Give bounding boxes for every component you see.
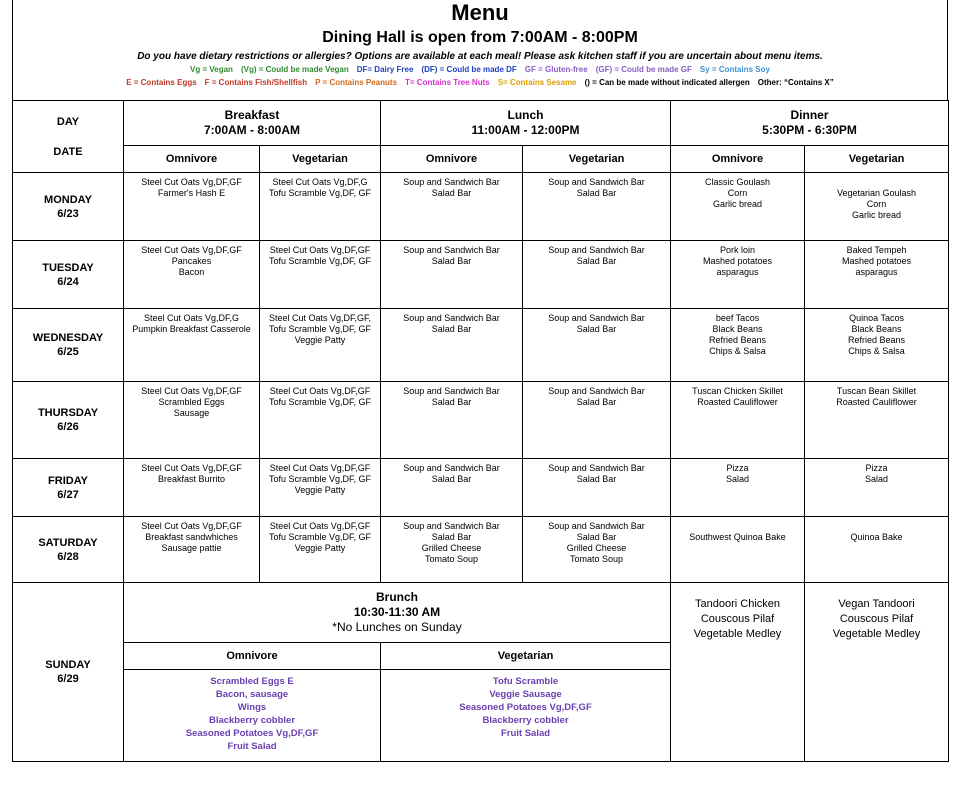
menu-item: Corn bbox=[727, 188, 748, 198]
menu-item: Vegetable Medley bbox=[832, 628, 921, 640]
legend-item: (GF) = Could be made GF bbox=[595, 65, 692, 74]
menu-item: Steel Cut Oats Vg,DF,GF bbox=[141, 386, 242, 396]
lunch-omnivore-header: Omnivore bbox=[381, 146, 523, 173]
dinner-vegetarian-header: Vegetarian bbox=[805, 146, 949, 173]
day-row bbox=[13, 309, 949, 382]
menu-item: Tofu Scramble Vg,DF, GF bbox=[268, 324, 372, 334]
day-name: WEDNESDAY bbox=[32, 332, 104, 344]
menu-table bbox=[12, 100, 949, 762]
menu-item: Bacon bbox=[178, 267, 205, 277]
menu-item: Soup and Sandwich Bar bbox=[403, 463, 500, 473]
menu-header bbox=[12, 0, 948, 100]
menu-item: Tofu Scramble Vg,DF, GF bbox=[268, 397, 372, 407]
menu-item: Fruit Salad bbox=[227, 741, 277, 752]
day-date: 6/29 bbox=[57, 673, 79, 685]
menu-item: Corn bbox=[866, 199, 887, 209]
menu-item: Salad Bar bbox=[431, 188, 472, 198]
menu-item: Refried Beans bbox=[848, 335, 906, 345]
menu-item: Salad bbox=[865, 474, 889, 484]
menu-item: Soup and Sandwich Bar bbox=[548, 463, 645, 473]
menu-item: Soup and Sandwich Bar bbox=[403, 386, 500, 396]
menu-item: Tofu Scramble Vg,DF, GF bbox=[268, 532, 372, 542]
menu-item: Pork loin bbox=[720, 245, 756, 255]
day-cell bbox=[13, 309, 124, 382]
day-date: 6/28 bbox=[57, 550, 79, 563]
legend-item: Vg = Vegan bbox=[190, 65, 233, 74]
menu-item: Scrambled Eggs bbox=[158, 397, 225, 407]
lunch-header bbox=[381, 101, 671, 146]
dinner-omnivore-cell bbox=[671, 309, 805, 382]
menu-item: Pumpkin Breakfast Casserole bbox=[132, 324, 251, 334]
brunch-time: 10:30-11:30 AM bbox=[353, 605, 441, 619]
lunch-vegetarian-cell bbox=[523, 382, 671, 459]
lunch-omnivore-cell bbox=[381, 382, 523, 459]
breakfast-omnivore-cell bbox=[124, 382, 260, 459]
lunch-vegetarian-cell bbox=[523, 309, 671, 382]
menu-item: Veggie Patty bbox=[294, 543, 346, 553]
dietary-note: Do you have dietary restrictions or allergies? Options are available at each meal! Please ask kitchen staff if you are uncertain about menu items. bbox=[137, 51, 823, 62]
sunday-dinner-omnivore-cell bbox=[671, 583, 805, 762]
menu-item: Salad Bar bbox=[576, 532, 617, 542]
menu-item: Salad Bar bbox=[576, 256, 617, 266]
menu-item: Salad Bar bbox=[431, 324, 472, 334]
day-name: FRIDAY bbox=[48, 474, 88, 487]
brunch-omnivore-cell bbox=[124, 670, 381, 762]
menu-item: Fruit Salad bbox=[500, 728, 551, 739]
menu-item: Vegan Tandoori bbox=[838, 598, 915, 610]
breakfast-omnivore-cell bbox=[124, 173, 260, 241]
menu-item: Roasted Cauliflower bbox=[836, 397, 917, 407]
lunch-omnivore-cell bbox=[381, 517, 523, 583]
menu-item: Steel Cut Oats Vg,DF,GF bbox=[269, 386, 371, 396]
menu-item: Blackberry cobbler bbox=[482, 715, 569, 726]
brunch-vegetarian-cell bbox=[381, 670, 671, 762]
dinner-omnivore-cell bbox=[671, 241, 805, 309]
breakfast-vegetarian-cell bbox=[260, 309, 381, 382]
legend-item: DF= Dairy Free bbox=[356, 65, 414, 74]
brunch-note: *No Lunches on Sunday bbox=[332, 620, 462, 634]
day-date: 6/23 bbox=[57, 207, 79, 220]
menu-item: Southwest Quinoa Bake bbox=[689, 532, 786, 542]
hours-subtitle: Dining Hall is open from 7:00AM - 8:00PM bbox=[322, 29, 638, 46]
day-name: THURSDAY bbox=[37, 407, 99, 419]
menu-item: Seasoned Potatoes Vg,DF,GF bbox=[185, 728, 319, 739]
day-cell bbox=[13, 382, 124, 459]
menu-item: Salad Bar bbox=[431, 256, 472, 266]
breakfast-time: 7:00AM - 8:00AM bbox=[203, 123, 301, 137]
sunday-dinner-vegetarian-cell bbox=[805, 583, 949, 762]
menu-item: Salad Bar bbox=[576, 397, 617, 407]
menu-item: Tandoori Chicken bbox=[695, 598, 781, 610]
menu-item: Steel Cut Oats Vg,DF,GF bbox=[269, 463, 371, 473]
legend-row-1 bbox=[13, 64, 947, 75]
dinner-label: Dinner bbox=[790, 108, 829, 122]
legend-item: Other: “Contains X” bbox=[757, 78, 834, 87]
menu-item: Steel Cut Oats Vg,DF,GF bbox=[141, 521, 242, 531]
day-row bbox=[13, 173, 949, 241]
menu-item: Garlic bread bbox=[852, 210, 902, 220]
menu-item: Veggie Patty bbox=[294, 485, 346, 495]
menu-item: Soup and Sandwich Bar bbox=[548, 313, 645, 323]
legend-item: (DF) = Could be made DF bbox=[421, 65, 517, 74]
menu-item: Chips & Salsa bbox=[709, 346, 766, 356]
menu-item: Blackberry cobbler bbox=[208, 715, 296, 726]
day-name: SUNDAY bbox=[45, 659, 91, 671]
breakfast-vegetarian-cell bbox=[260, 517, 381, 583]
day-date: 6/25 bbox=[57, 346, 79, 358]
menu-item: Tofu Scramble Vg,DF, GF bbox=[268, 188, 372, 198]
menu-item: Refried Beans bbox=[708, 335, 767, 345]
menu-item: Soup and Sandwich Bar bbox=[403, 521, 500, 531]
menu-item: Veggie Patty bbox=[294, 335, 346, 345]
menu-item: Farmer's Hash E bbox=[157, 188, 226, 198]
legend-item: (Vg) = Could be made Vegan bbox=[240, 65, 349, 74]
lunch-omnivore-cell bbox=[381, 309, 523, 382]
menu-item bbox=[807, 521, 946, 532]
menu-item: Black Beans bbox=[851, 324, 902, 334]
menu-item: Soup and Sandwich Bar bbox=[548, 521, 645, 531]
dinner-omnivore-cell bbox=[671, 459, 805, 517]
day-row bbox=[13, 241, 949, 309]
menu-item: Grilled Cheese bbox=[421, 543, 482, 553]
menu-item: Tomato Soup bbox=[424, 554, 479, 564]
menu-item: Grilled Cheese bbox=[566, 543, 627, 553]
menu-item: Salad Bar bbox=[431, 474, 472, 484]
menu-item: asparagus bbox=[716, 267, 759, 277]
day-row bbox=[13, 382, 949, 459]
legend-row-2 bbox=[13, 77, 947, 88]
dinner-vegetarian-cell bbox=[805, 241, 949, 309]
breakfast-omnivore-cell bbox=[124, 241, 260, 309]
dinner-vegetarian-cell bbox=[805, 517, 949, 583]
legend-item: E = Contains Eggs bbox=[126, 78, 197, 87]
day-cell bbox=[13, 517, 124, 583]
menu-item: Steel Cut Oats Vg,DF,G bbox=[272, 177, 368, 187]
lunch-label: Lunch bbox=[507, 108, 544, 122]
menu-title: Menu bbox=[451, 0, 509, 25]
menu-item: Soup and Sandwich Bar bbox=[548, 177, 645, 187]
menu-item: Black Beans bbox=[712, 324, 763, 334]
day-cell bbox=[13, 583, 124, 762]
dinner-vegetarian-cell bbox=[805, 382, 949, 459]
lunch-vegetarian-cell bbox=[523, 517, 671, 583]
breakfast-vegetarian-cell bbox=[260, 459, 381, 517]
day-cell bbox=[13, 173, 124, 241]
menu-item: Seasoned Potatoes Vg,DF,GF bbox=[459, 702, 592, 713]
menu-item: Salad Bar bbox=[431, 532, 472, 542]
menu-item: Steel Cut Oats Vg,DF,GF, bbox=[268, 313, 372, 323]
lunch-omnivore-cell bbox=[381, 173, 523, 241]
legend-item: GF = Gluten-free bbox=[524, 65, 588, 74]
menu-item: Scrambled Eggs E bbox=[210, 676, 294, 687]
dinner-time: 5:30PM - 6:30PM bbox=[762, 123, 857, 137]
menu-item: Veggie Sausage bbox=[489, 689, 562, 700]
menu-item: Steel Cut Oats Vg,DF,GF bbox=[141, 177, 242, 187]
day-cell bbox=[13, 241, 124, 309]
menu-item: Wings bbox=[237, 702, 267, 713]
lunch-vegetarian-cell bbox=[523, 459, 671, 517]
menu-item: Tofu Scramble Vg,DF, GF bbox=[268, 256, 372, 266]
day-name: MONDAY bbox=[44, 193, 92, 206]
lunch-vegetarian-cell bbox=[523, 241, 671, 309]
menu-item: Tomato Soup bbox=[569, 554, 624, 564]
day-row bbox=[13, 459, 949, 517]
menu-item: asparagus bbox=[855, 267, 898, 277]
menu-item: Baked Tempeh bbox=[846, 245, 907, 255]
date-label: DATE bbox=[53, 145, 83, 158]
menu-item: Couscous Pilaf bbox=[700, 613, 775, 625]
menu-item bbox=[673, 521, 802, 532]
menu-item: beef Tacos bbox=[715, 313, 760, 323]
day-label: DAY bbox=[56, 115, 80, 128]
day-name: SATURDAY bbox=[38, 536, 98, 549]
breakfast-omnivore-header: Omnivore bbox=[124, 146, 260, 173]
breakfast-vegetarian-cell bbox=[260, 241, 381, 309]
breakfast-omnivore-cell bbox=[124, 309, 260, 382]
menu-item: Salad Bar bbox=[576, 188, 617, 198]
menu-item: Soup and Sandwich Bar bbox=[403, 313, 500, 323]
menu-item: Soup and Sandwich Bar bbox=[548, 386, 645, 396]
menu-item: Pizza bbox=[865, 463, 888, 473]
day-row bbox=[13, 517, 949, 583]
menu-item: Tofu Scramble Vg,DF, GF bbox=[268, 474, 372, 484]
brunch-omnivore-header: Omnivore bbox=[124, 643, 381, 670]
brunch-label: Brunch bbox=[376, 590, 418, 604]
day-date: 6/27 bbox=[57, 488, 79, 501]
lunch-time: 11:00AM - 12:00PM bbox=[471, 123, 580, 137]
legend-item: () = Can be made without indicated allergen bbox=[584, 78, 750, 87]
menu-item: Tuscan Bean Skillet bbox=[836, 386, 917, 396]
menu-item: Soup and Sandwich Bar bbox=[403, 177, 500, 187]
menu-item: Steel Cut Oats Vg,DF,GF bbox=[141, 463, 242, 473]
day-name: TUESDAY bbox=[42, 261, 94, 274]
menu-item: Steel Cut Oats Vg,DF,GF bbox=[141, 245, 242, 255]
menu-item: Soup and Sandwich Bar bbox=[403, 245, 500, 255]
dinner-omnivore-cell bbox=[671, 173, 805, 241]
menu-item bbox=[807, 177, 946, 188]
dinner-vegetarian-cell bbox=[805, 173, 949, 241]
lunch-vegetarian-header: Vegetarian bbox=[523, 146, 671, 173]
legend-item: T= Contains Tree Nuts bbox=[405, 78, 490, 87]
day-date: 6/24 bbox=[57, 275, 79, 288]
breakfast-vegetarian-header: Vegetarian bbox=[260, 146, 381, 173]
sunday-row bbox=[13, 583, 949, 643]
breakfast-omnivore-cell bbox=[124, 459, 260, 517]
menu-item: Pancakes bbox=[171, 256, 212, 266]
menu-item: Couscous Pilaf bbox=[839, 613, 914, 625]
menu-item: Quinoa Tacos bbox=[849, 313, 904, 323]
breakfast-vegetarian-cell bbox=[260, 382, 381, 459]
dinner-vegetarian-cell bbox=[805, 459, 949, 517]
menu-item: Breakfast Burrito bbox=[157, 474, 226, 484]
legend-item: P = Contains Peanuts bbox=[315, 78, 398, 87]
brunch-vegetarian-header: Vegetarian bbox=[381, 643, 671, 670]
legend-item: F = Contains Fish/Shellfish bbox=[204, 78, 308, 87]
menu-item: Sausage bbox=[173, 408, 210, 418]
menu-item: Vegetable Medley bbox=[693, 628, 782, 640]
lunch-omnivore-cell bbox=[381, 459, 523, 517]
menu-item: Mashed potatoes bbox=[842, 256, 912, 266]
day-date: 6/26 bbox=[57, 421, 79, 433]
menu-item: Vegetarian Goulash bbox=[836, 188, 917, 198]
menu-item: Salad Bar bbox=[576, 474, 617, 484]
menu-item: Sausage pattie bbox=[161, 543, 222, 553]
menu-item: Steel Cut Oats Vg,DF,GF bbox=[269, 521, 371, 531]
menu-item: Pizza bbox=[726, 463, 749, 473]
legend-item: Sy = Contains Soy bbox=[699, 65, 770, 74]
lunch-omnivore-cell bbox=[381, 241, 523, 309]
dinner-vegetarian-cell bbox=[805, 309, 949, 382]
brunch-header bbox=[124, 583, 671, 643]
menu-item: Salad bbox=[726, 474, 750, 484]
menu-item: Garlic bread bbox=[713, 199, 763, 209]
menu-item: Tuscan Chicken Skillet bbox=[692, 386, 783, 396]
dinner-omnivore-header: Omnivore bbox=[671, 146, 805, 173]
day-cell bbox=[13, 459, 124, 517]
breakfast-omnivore-cell bbox=[124, 517, 260, 583]
menu-item: Steel Cut Oats Vg,DF,GF bbox=[269, 245, 371, 255]
breakfast-vegetarian-cell bbox=[260, 173, 381, 241]
breakfast-label: Breakfast bbox=[224, 108, 280, 122]
lunch-vegetarian-cell bbox=[523, 173, 671, 241]
menu-item: Quinoa Bake bbox=[850, 532, 903, 542]
menu-item: Roasted Cauliflower bbox=[697, 397, 778, 407]
menu-item: Salad Bar bbox=[431, 397, 472, 407]
dinner-header bbox=[671, 101, 949, 146]
menu-item: Classic Goulash bbox=[705, 177, 771, 187]
menu-item: Steel Cut Oats Vg,DF,G bbox=[143, 313, 240, 323]
dinner-omnivore-cell bbox=[671, 382, 805, 459]
legend-item: S= Contains Sesame bbox=[497, 78, 577, 87]
day-date-header bbox=[13, 101, 124, 173]
menu-item: Chips & Salsa bbox=[848, 346, 905, 356]
menu-item: Breakfast sandwhiches bbox=[145, 532, 238, 542]
dinner-omnivore-cell bbox=[671, 517, 805, 583]
menu-item: Salad Bar bbox=[576, 324, 617, 334]
menu-item: Soup and Sandwich Bar bbox=[548, 245, 645, 255]
menu-item: Mashed potatoes bbox=[702, 256, 773, 266]
menu-item: Tofu Scramble bbox=[492, 676, 559, 687]
menu-item: Bacon, sausage bbox=[215, 689, 289, 700]
breakfast-header bbox=[124, 101, 381, 146]
